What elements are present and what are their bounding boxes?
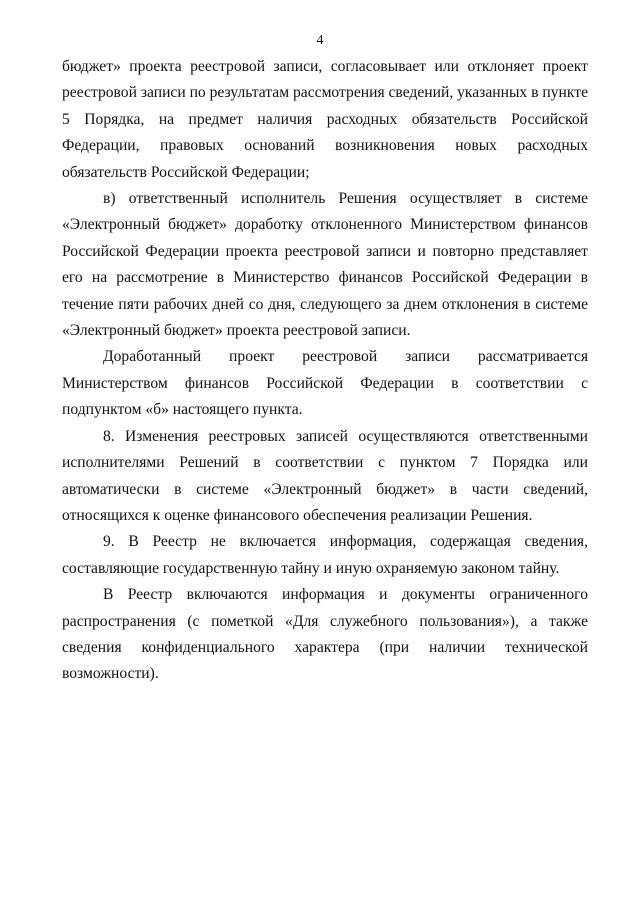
page-number: 4: [316, 33, 324, 48]
paragraph-item-9: 9. В Реестр не включается информация, содержащая сведения, составляющие государственную тайну и иную охраняемую законом тайну.: [62, 533, 588, 577]
document-body: [62, 54, 588, 688]
paragraph-item-8: 8. Изменения реестровых записей осуществляются ответственными исполнителями Решений в соответствии с пунктом 7 Порядка или автоматически в системе «Электронный бюджет» в части сведений, относящихся к оценке финансового обеспечения реализации Решения.: [62, 427, 588, 524]
paragraph-restricted-info: В Реестр включаются информация и документы ограниченного распространения (с пометкой «Для служебного пользования»), а также сведения конфиденциального характера (при наличии технической возможности).: [62, 586, 588, 683]
paragraph-subitem-v: в) ответственный исполнитель Решения осуществляет в системе «Электронный бюджет» доработку отклоненного Министерством финансов Российской Федерации проекта реестровой записи и повторно представляет его на рассмотрение в Министерство финансов Российской Федерации в течение пяти рабочих дней со дня, следующего за днем отклонения в системе «Электронный бюджет» проекта реестровой записи.: [62, 190, 588, 340]
paragraph-continuation: бюджет» проекта реестровой записи, согласовывает или отклоняет проект реестровой записи по результатам рассмотрения сведений, указанных в пункте 5 Порядка, на предмет наличия расходных обязательств Российской Федерации, правовых оснований возникновения новых расходных обязательств Российской Федерации;: [62, 58, 588, 181]
paragraph-revised-draft: Доработанный проект реестровой записи рассматривается Министерством финансов Российской Федерации в соответствии с подпунктом «б» настоящего пункта.: [62, 348, 588, 419]
